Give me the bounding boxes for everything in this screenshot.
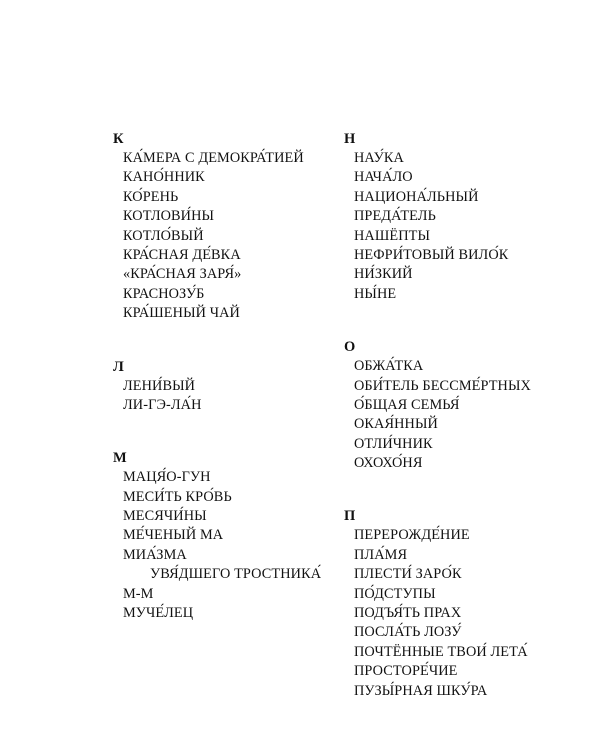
index-entry: КРА́СНАЯ ДЕ́ВКА [123,246,241,263]
index-section [344,507,594,701]
index-entry-continuation: УВЯ́ДШЕГО ТРОСТНИКА́ [150,566,322,583]
entry-list [113,377,343,416]
index-entry: МИА́ЗМА [123,546,187,563]
index-entry: МЕСИ́ТЬ КРО́ВЬ [123,488,232,505]
index-entry: ПЛЕСТИ́ ЗАРО́К [354,566,462,583]
section-letter-heading: М [113,450,127,467]
index-entry: МЕ́ЧЕНЫЙ МА [123,527,224,544]
index-entry: КА́МЕРА С ДЕМОКРА́ТИЕЙ [123,150,304,166]
index-entry: ОКАЯ́ННЫЙ [354,416,438,433]
index-section [344,338,594,473]
index-entry: ПЛА́МЯ [354,546,408,563]
index-entry: М-М [123,585,154,602]
index-entry: ОТЛИ́ЧНИК [354,435,433,452]
index-section [113,358,343,416]
index-entry: КАНО́ННИК [123,169,205,186]
index-entry: НАУ́КА [354,150,404,166]
section-letter-heading: Л [113,358,124,375]
index-entry: ПОСЛА́ТЬ ЛОЗУ́ [354,624,462,641]
index-entry: КОТЛОВИ́НЫ [123,208,215,225]
index-entry: ЛИ-ГЭ-ЛА́Н [123,396,202,413]
index-column-left [113,130,343,623]
index-entry: МУЧЕ́ЛЕЦ [123,605,194,622]
index-entry: ПОЧТЁННЫЕ ТВОИ́ ЛЕТА́ [354,643,528,660]
section-letter-heading: К [113,131,124,147]
index-entry: ПОДЪЯ́ТЬ ПРАХ [354,605,462,622]
index-entry: КРА́ШЕНЫЙ ЧАЙ [123,305,240,322]
index-entry: О́БЩАЯ СЕМЬЯ́ [354,396,460,413]
index-entry: ЛЕНИ́ВЫЙ [123,377,196,394]
index-entry: НАЦИОНА́ЛЬНЫЙ [354,188,479,205]
index-section [113,130,343,324]
index-section [113,449,343,623]
index-entry: ПО́ДСТУПЫ [354,585,436,602]
index-entry: НАЧА́ЛО [354,169,413,186]
section-letter-heading: О [344,339,356,356]
entry-list [113,468,343,623]
index-section [344,130,594,304]
index-entry: ПУЗЫ́РНАЯ ШКУ́РА [354,682,488,699]
index-entry: КРАСНОЗУ́Б [123,285,205,302]
section-letter-heading: П [344,508,356,525]
index-column-right [344,130,594,701]
index-entry: «КРА́СНАЯ ЗАРЯ́» [123,266,242,283]
index-entry: ПРЕДА́ТЕЛЬ [354,208,436,225]
index-entry: ПРОСТОРЕ́ЧИЕ [354,663,458,680]
index-entry: ОБИ́ТЕЛЬ БЕССМЕ́РТНЫХ [354,377,531,394]
index-entry: НЕФРИ́ТОВЫЙ ВИЛО́К [354,246,509,263]
entry-list [344,526,594,701]
entry-list [113,149,343,324]
index-entry: МАЦЯ́О-ГУН [123,469,211,486]
entry-list [344,149,594,304]
index-entry: ОБЖА́ТКА [354,358,424,375]
entry-list [344,357,594,473]
index-entry: КО́РЕНЬ [123,188,179,205]
index-entry: ОХОХО́НЯ [354,455,423,472]
index-entry: НЫ́НЕ [354,285,397,302]
index-entry: ПЕРЕРОЖДЕ́НИЕ [354,527,470,544]
index-entry: НАШЁПТЫ [354,227,431,244]
index-entry: КОТЛО́ВЫЙ [123,227,204,244]
index-entry: НИ́ЗКИЙ [354,266,413,283]
index-entry: МЕСЯЧИ́НЫ [123,508,207,525]
section-letter-heading: Н [344,131,356,147]
